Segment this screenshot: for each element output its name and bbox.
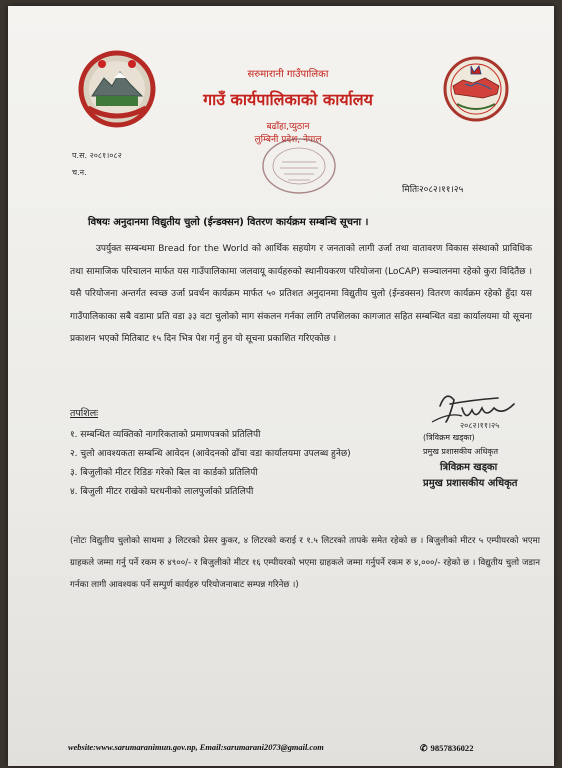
signature-date: २०८२।११।२५ (460, 421, 500, 430)
nepal-emblem-icon (78, 50, 156, 128)
address-line-1: बढाँहा,प्युठान (266, 122, 310, 132)
list-item: २. चुलो आवश्यकता सम्बन्धि आवेदन (आवेदनको ढाँचा वडा कार्यालयमा उपलब्ध हुनेछ) (70, 449, 351, 459)
municipality-name: सरुमारानी गाउँपालिका (247, 69, 329, 80)
attachments-heading: तपशिलः (70, 408, 99, 419)
notice-note: (नोटः विद्युतीय चुलोको साथमा ३ लिटरको प्रेसर कुकर, ४ लिटरको कराई र १.५ लिटरको तापके समेत रहेको छ । बिजुलीको मीटर ५ एम्पीयरको भएमा ग्राहकले जम्मा गर्नु पर्ने रकम रु ४९००/- र बिजुलीको मीटर १६ एम्पीयरको भएमा ग्राहकले जम्मा गर्नुपर्ने रकम रु ४,०००/- रहेको छ । विद्युतीय चुलो जडान गर्नका लागी आवश्यक पर्ने सम्पुर्ण कार्यहरु परियोजनाबाट सम्पन्न गरिनेछ ।) (70, 536, 540, 590)
footer-contact: website:www.sarumaranimun.gov.np, Email:sarumarani2073@gmail.com (68, 743, 324, 752)
phone-number: 9857836022 (430, 743, 474, 753)
notice-date: मितिः२०८२।११।२५ (402, 185, 464, 195)
signatory-name: त्रिविक्रम खड्का (440, 462, 498, 473)
list-item: ४. बिजुली मीटर राखेको घरधनीको लालपुर्जाको प्रतिलिपी (70, 487, 254, 497)
office-stamp-icon (260, 136, 338, 196)
address-line-2: लुम्बिनी प्रदेश, नेपाल (254, 135, 322, 145)
stamp-title: प्रमुख प्रशासकीय अधिकृत (423, 447, 499, 456)
notice-body: उपर्युक्त सम्बन्धमा Bread for the World को आर्थिक सहयोग र जनताको लागी उर्जा तथा वातावरण विकास संस्थाको प्राविधिक तथा सामाजिक परिचालन मार्फत यस गाउँपालिकामा जलवायू कार्यहरुको स्थानीयकरण परियोजना (LoCAP) सञ्चालनमा रहेको कुरा विदितैछ । यसै परियोजना अन्तर्गत स्वच्छ उर्जा प्रवर्धन कार्यक्रम मार्फत ५० प्रतिशत अनुदानमा विद्युतीय चुलो (ईन्डक्सन) वितरण कार्यक्रम रहेको हुँदा यस गाउँपालिकाका सबै वडामा प्रति वडा ३३ वटा चुलोको माग संकलन गर्नका लागि तपशिलका कागजात सहित सम्बन्धित वडा कार्यालयमा यो सूचना प्रकाशन भएको मितिबाट १५ दिन भित्र पेश गर्नु हुन यो सूचना प्रकाशित गरिएकोछ । (70, 244, 532, 345)
reference-number: प.स. २०८१।०८२ (72, 151, 122, 160)
footer-phone (420, 743, 474, 754)
list-item: १. सम्बन्धित व्यक्तिको नागरिकताको प्रमाणपत्रको प्रतिलिपी (70, 430, 261, 440)
dispatch-number: च.न. (72, 168, 87, 177)
stamp-name: (त्रिविक्रम खड्का) (423, 433, 475, 442)
signatory-title: प्रमुख प्रशासकीय अधिकृत (423, 478, 518, 489)
list-item: ३. बिजुलीको मीटर रिडिङ गरेको बिल वा कार्डको प्रतिलिपी (70, 468, 258, 478)
notice-subject: विषयः अनुदानमा विद्युतीय चुलो (ईन्डक्सन) वितरण कार्यक्रम सम्बन्धि सूचना । (88, 217, 369, 228)
attachments-list (70, 426, 430, 502)
notice-document (8, 6, 554, 766)
nepal-map-seal-icon (443, 56, 509, 122)
phone-icon: ✆ (420, 743, 428, 753)
office-title: गाउँ कार्यपालिकाको कार्यालय (203, 90, 373, 109)
